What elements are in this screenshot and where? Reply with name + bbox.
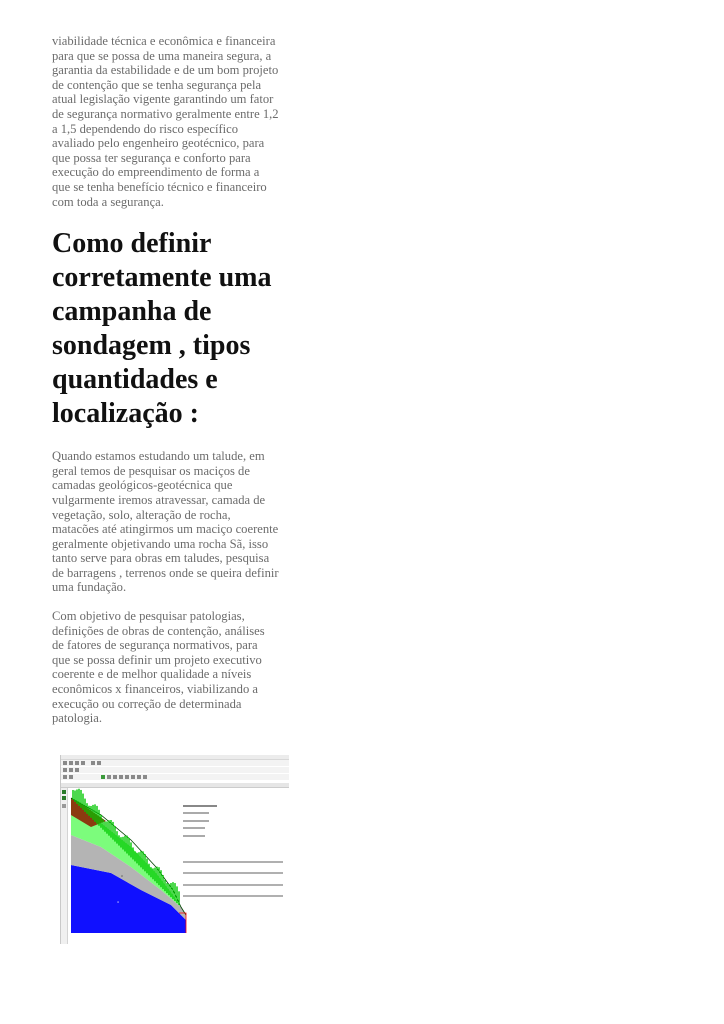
results-summary-block [183, 801, 217, 843]
section-heading: Como definir corretamente uma campanha de sondagem , tipos quantidades e localização : [52, 228, 272, 430]
slope-stability-software-screenshot [60, 755, 289, 944]
intro-paragraph: viabilidade técnica e econômica e financeira para que se possa de uma maneira segura, a garantia da estabilidade e de um bom projeto de contenção que se tenha segurança pela atual legislação vigente garantindo um fator de segurança normativo geralmente entre 1,2 a 1,5 dependendo do risco específico avaliado pelo engenheiro geotécnico, para que possa ter segurança e conforto para execução do empreendimento de forma a que se tenha benefício técnico e financeiro com toda a segurança. [52, 34, 279, 209]
results-detail-block [183, 857, 283, 907]
layer-label-marker: 4 [117, 900, 119, 904]
slope-cross-section-drawing [61, 755, 289, 944]
paragraph-gap [52, 595, 288, 609]
body-paragraph-1: Quando estamos estudando um talude, em geral temos de pesquisar os maciços de camadas geológicos-geotécnica que vulgarmente iremos atravessar, camada de vegetação, solo, alteração de rocha, matacões até atingirmos um maciço coerente geralmente objetivando uma rocha Sã, isso tanto serve para obras em taludes, pesquisa de barragens , terrenos onde se queira definir uma fundação. [52, 449, 279, 595]
body-paragraph-2: Com objetivo de pesquisar patologias, definições de obras de contenção, análises de fatores de segurança normativos, para que se possa definir um projeto executivo coerente e de melhor qualidade a níveis econômicos x financeiros, viabilizando a execução ou correção de determinada patologia. [52, 609, 265, 726]
article-column [52, 34, 288, 726]
layer-label-marker: 3 [121, 874, 123, 878]
